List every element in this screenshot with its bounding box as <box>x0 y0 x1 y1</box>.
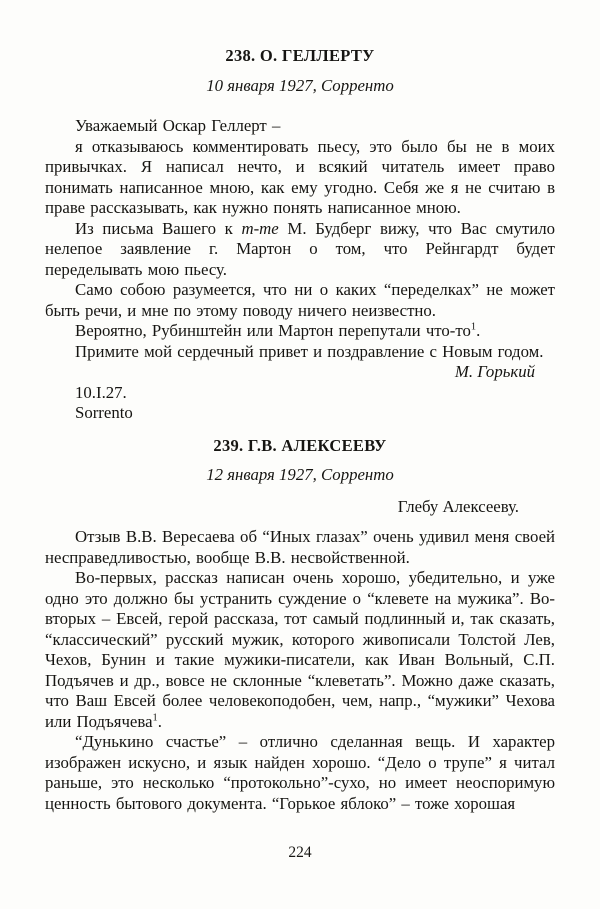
letter-date-note: 10.I.27. <box>75 382 127 402</box>
page-number: 224 <box>288 844 312 861</box>
salutation: Глебу Алексееву. <box>397 496 519 516</box>
letter-heading: 239. Г.В. АЛЕКСЕЕВУ <box>213 435 387 455</box>
paragraph-text: Во-первых, рассказ написан очень хорошо, убедительно, и уже одно это должно бы устранить суждение о “клевете на мужика”. Во-вторых – Евсей, герой рассказа, тот самый подлинный и, так сказать, “классический” русский мужик, которого живописали Толстой Лев, Чехов, Бунин и такие мужики-писатели, как Иван Вольный, С.П. Подъячев и др., вовсе не склонные “клеветать”. Можно даже сказать, что Ваш Евсей более человекоподобен, чем, напр., “мужики” Чехова или Подъячева <box>45 568 555 731</box>
letter-heading: 238. О. ГЕЛЛЕРТУ <box>225 46 375 65</box>
paragraph: Само собою разумеется, что ни о каких “переделках” не может быть речи, и мне по этому поводу ничего неизвестно. <box>45 280 555 320</box>
letter-place-note: Sorrento <box>75 403 133 422</box>
paragraph: Уважаемый Оскар Геллерт – <box>75 116 281 135</box>
paragraph-text: . <box>476 321 481 340</box>
paragraph <box>45 568 555 732</box>
letter-dateline: 12 января 1927, Сорренто <box>206 465 394 484</box>
paragraph-text: М. Будберг вижу, что Вас смутило нелепое заявление г. Мартон о том, что Рейнгардт будет переделывать мою пьесу. <box>45 218 555 279</box>
paragraph: я отказываюсь комментировать пьесу, это было бы не в моих привычках. Я написал нечто, и всякий читатель имеет право понимать написанное мною, как ему угодно. Себя же я не считаю в праве рассказывать, как нужно понять написанное мною. <box>45 136 555 217</box>
paragraph <box>45 219 555 281</box>
paragraph: Отзыв В.В. Вересаева об “Иных глазах” очень удивил меня своей несправедливостью, вообще В.В. несвойственной. <box>45 527 555 567</box>
letter-dateline: 10 января 1927, Сорренто <box>206 75 394 95</box>
paragraph-text-italic: m-me <box>241 218 279 238</box>
signature: М. Горький <box>454 362 535 381</box>
paragraph: Примите мой сердечный привет и поздравление с Новым годом. <box>75 341 544 361</box>
paragraph-text: Вероятно, Рубинштейн или Мартон перепутали что-то <box>75 321 471 340</box>
paragraph-text: . <box>157 711 162 731</box>
letter-238 <box>45 46 555 424</box>
paragraph <box>45 321 555 342</box>
footnote-marker: 1 <box>470 321 477 333</box>
footnote-marker: 1 <box>152 711 158 723</box>
letter-239 <box>45 436 555 815</box>
paragraph-text: Из письма Вашего к <box>75 218 242 238</box>
paragraph: “Дунькино счастье” – отлично сделанная вещь. И характер изображен искусно, и язык найден хорошо. “Дело о трупе” я читал раньше, это несколько “протокольно”-сухо, но имеет неоспоримую ценность бытового документа. “Горькое яблоко” – тоже хорошая <box>45 732 555 813</box>
